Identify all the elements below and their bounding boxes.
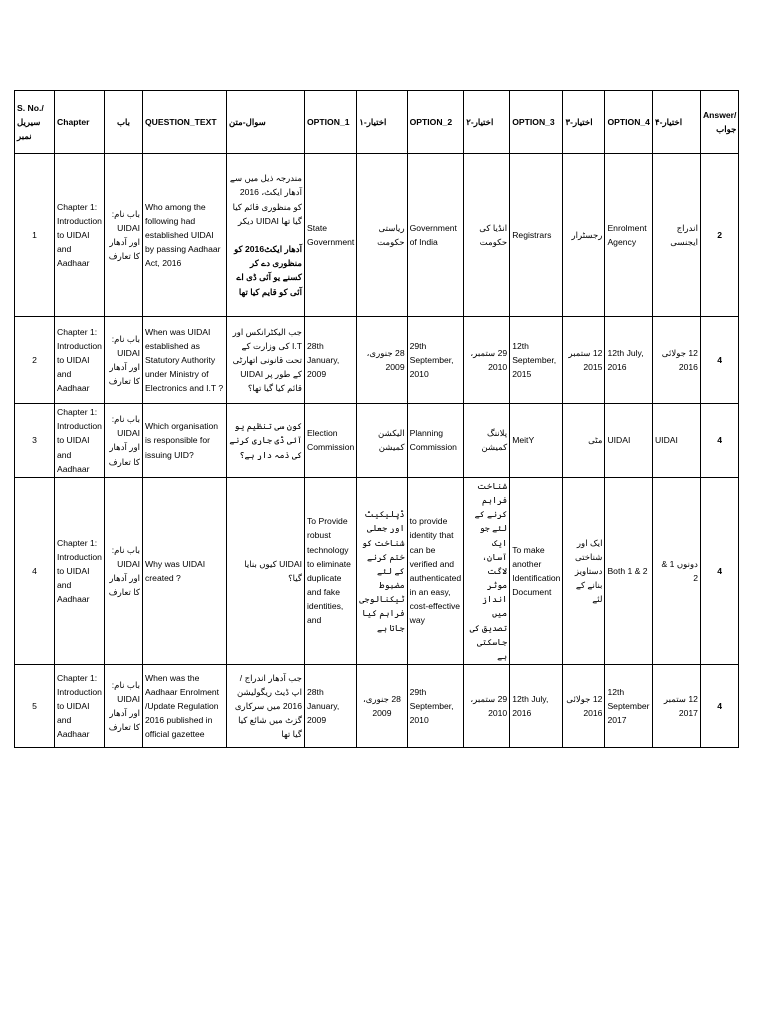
option-1-urdu-cell: 28 جنوری، 2009 [357,665,407,748]
option-3-cell: Registrars [510,154,563,317]
option-4-cell: 12th July, 2016 [605,317,653,404]
chapter-cell: Chapter 1: Introduction to UIDAI and Aadhaar [55,154,105,317]
option-3-cell: MeitY [510,404,563,478]
option-3-cell: To make another Identification Document [510,477,563,664]
question-urdu-text-alt: آدھار ایکٹ2016 کو منظوری دے کر کسنے یو آئی ڈی اے آئی کو قایم کیا تھا [234,244,302,297]
option-1-urdu-cell: 28 جنوری، 2009 [357,317,407,404]
table-row [15,665,739,748]
answer-cell: 4 [700,317,738,404]
chapter-urdu-cell: باب نام: UIDAI اور آدھار کا تعارف [105,404,143,478]
chapter-cell: Chapter 1: Introduction to UIDAI and Aadhaar [55,404,105,478]
option-3-urdu-cell: مٹی [563,404,605,478]
option-2-cell: Planning Commission [407,404,464,478]
option-2-cell: to provide identity that can be verified and authenticated in an easy, cost-effective way [407,477,464,664]
question-sheet-table [14,90,739,748]
option-1-urdu-cell: الیکشن کمیشن [357,404,407,478]
header-question-urdu: سوال-متن [227,91,305,154]
option-2-urdu-cell: شناخت فراہم کرنے کے لئے جو ایک آسان، لاگت موثر انداز میں تصدیق کی جاسکتی ہے [464,477,510,664]
option-3-urdu-cell: 12 ستمبر 2015 [563,317,605,404]
option-1-cell: Election Commission [305,404,357,478]
question-cell: Which organisation is responsible for issuing UID? [143,404,227,478]
option-2-cell: 29th September, 2010 [407,665,464,748]
table-row [15,317,739,404]
chapter-urdu-cell: باب نام: UIDAI اور آدھار کا تعارف [105,665,143,748]
question-urdu-cell: UIDAI کیوں بنایا گیا؟ [227,477,305,664]
sno-cell: 1 [15,154,55,317]
option-4-cell: Enrolment Agency [605,154,653,317]
sno-cell: 4 [15,477,55,664]
option-4-cell: UIDAI [605,404,653,478]
header-option-3-urdu: اختیار-۳ [563,91,605,154]
option-4-cell: 12th September 2017 [605,665,653,748]
chapter-cell: Chapter 1: Introduction to UIDAI and Aadhaar [55,317,105,404]
option-4-urdu-cell: دونوں 1 & 2 [652,477,700,664]
option-4-urdu-cell: UIDAI [652,404,700,478]
answer-cell: 4 [700,404,738,478]
answer-cell: 4 [700,477,738,664]
header-option-2: OPTION_2 [407,91,464,154]
option-4-urdu-cell: 12 جولائی 2016 [652,317,700,404]
header-sno: S. No./سیریل نمبر [15,91,55,154]
question-urdu-cell: کون سی تنظیم یو آئی ڈی جاری کرنے کی ذمہ دار ہے؟ [227,404,305,478]
question-cell: Why was UIDAI created ? [143,477,227,664]
question-urdu-text: مندرجہ ذیل میں سے آدھار ایکٹ، 2016 کو منظوری قائم کیا گیا تھا UIDAI دیکر [229,173,302,226]
question-cell: When was UIDAI established as Statutory Authority under Ministry of Electronics and I.T ? [143,317,227,404]
header-option-4: OPTION_4 [605,91,653,154]
sno-cell: 5 [15,665,55,748]
question-urdu-cell [227,154,305,317]
header-row [15,91,739,154]
option-1-cell: To Provide robust technology to eliminate duplicate and fake identities, and [305,477,357,664]
option-2-urdu-cell: انڈیا کی حکومت [464,154,510,317]
table-row [15,477,739,664]
chapter-urdu-cell: باب نام: UIDAI اور آدھار کا تعارف [105,477,143,664]
option-4-urdu-cell: 12 ستمبر 2017 [652,665,700,748]
option-2-urdu-cell: 29 ستمبر، 2010 [464,317,510,404]
table-row [15,154,739,317]
chapter-urdu-cell: باب نام: UIDAI اور آدھار کا تعارف [105,317,143,404]
option-1-cell: State Government [305,154,357,317]
question-cell: When was the Aadhaar Enrolment /Update Regulation 2016 published in official gazettee [143,665,227,748]
option-1-cell: 28th January, 2009 [305,317,357,404]
question-urdu-cell: جب الیکٹرانکس اور I.T کی وزارت کے تحت قانونی اتھارٹی کے طور پر UIDAI قائم کیا گیا تھا؟ [227,317,305,404]
option-1-urdu-cell: ریاستی حکومت [357,154,407,317]
header-chapter: Chapter [55,91,105,154]
option-1-cell: 28th January, 2009 [305,665,357,748]
header-chapter-urdu: باب [105,91,143,154]
header-option-1: OPTION_1 [305,91,357,154]
chapter-urdu-cell: باب نام: UIDAI اور آدھار کا تعارف [105,154,143,317]
header-option-2-urdu: اختیار-۲ [464,91,510,154]
header-option-4-urdu: اختیار-۴ [652,91,700,154]
table-row [15,404,739,478]
option-3-cell: 12th September, 2015 [510,317,563,404]
option-3-urdu-cell: ایک اور شناختی دستاویز بنانے کے لئے [563,477,605,664]
question-urdu-cell: جب آدھار اندراج / اپ ڈیٹ ریگولیشن 2016 میں سرکاری گزٹ میں شائع کیا گیا تھا [227,665,305,748]
chapter-cell: Chapter 1: Introduction to UIDAI and Aadhaar [55,665,105,748]
option-3-urdu-cell: رجسٹرار [563,154,605,317]
chapter-cell: Chapter 1: Introduction to UIDAI and Aadhaar [55,477,105,664]
option-2-urdu-cell: پلاننگ کمیشن [464,404,510,478]
question-cell: Who among the following had established UIDAI by passing Aadhaar Act, 2016 [143,154,227,317]
header-option-1-urdu: اختیار-۱ [357,91,407,154]
header-question-text: QUESTION_TEXT [143,91,227,154]
header-answer: Answer/جواب [700,91,738,154]
option-3-cell: 12th July, 2016 [510,665,563,748]
option-2-cell: Government of India [407,154,464,317]
option-4-cell: Both 1 & 2 [605,477,653,664]
header-option-3: OPTION_3 [510,91,563,154]
option-2-urdu-cell: 29 ستمبر، 2010 [464,665,510,748]
sno-cell: 3 [15,404,55,478]
sno-cell: 2 [15,317,55,404]
answer-cell: 4 [700,665,738,748]
answer-cell: 2 [700,154,738,317]
option-3-urdu-cell: 12 جولائی 2016 [563,665,605,748]
option-1-urdu-cell: ڈپلیکیٹ اور جعلی شناخت کو ختم کرنے کے لئے مضبوط ٹیکنالوجی فراہم کیا جاتا ہے [357,477,407,664]
option-4-urdu-cell: اندراج ایجنسی [652,154,700,317]
option-2-cell: 29th September, 2010 [407,317,464,404]
